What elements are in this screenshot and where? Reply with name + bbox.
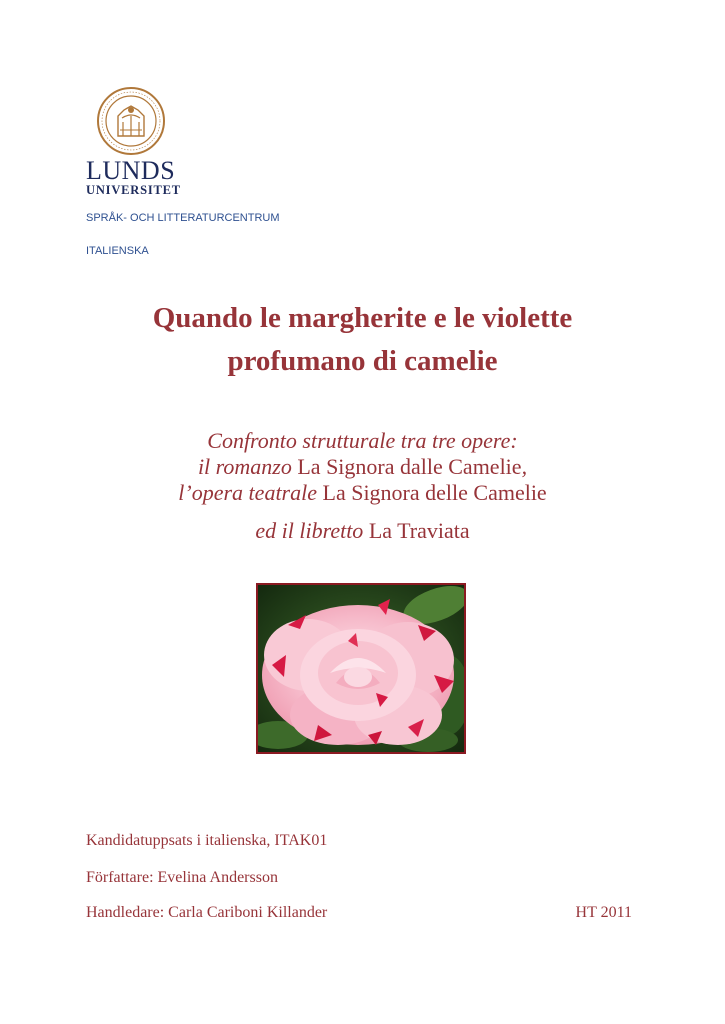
- work-title-libretto: La Traviata: [368, 518, 470, 543]
- work-type-play: l’opera teatrale: [178, 480, 317, 505]
- title-line-2: profumano di camelie: [227, 345, 498, 377]
- subtitle-comma: ,: [521, 454, 528, 479]
- university-logo: [86, 86, 186, 198]
- department-subject: ITALIENSKA: [86, 245, 149, 257]
- subtitle-intro: Confronto strutturale tra tre opere:: [207, 428, 518, 453]
- subtitle-line-3: [0, 480, 725, 506]
- supervisor: Handledare: Carla Cariboni Killander: [86, 904, 328, 921]
- work-type-novel: il romanzo: [197, 454, 292, 479]
- camellia-flower-photo: [256, 583, 466, 754]
- author: Författare: Evelina Andersson: [86, 869, 278, 886]
- subtitle-line-4: [0, 518, 725, 544]
- work-title-play: La Signora delle Camelie: [322, 480, 547, 505]
- subtitle-line-2: [0, 454, 725, 480]
- work-type-libretto: ed il libretto: [255, 518, 364, 543]
- thesis-type: Kandidatuppsats i italienska, ITAK01: [86, 832, 328, 849]
- term: HT 2011: [575, 904, 632, 921]
- subtitle-line-1: [0, 428, 725, 454]
- department-name: SPRÅK- OCH LITTERATURCENTRUM: [86, 212, 280, 224]
- wordmark-universitet: UNIVERSITET: [86, 183, 181, 197]
- university-seal-icon: [96, 86, 166, 156]
- work-title-novel: La Signora dalle Camelie: [297, 454, 522, 479]
- wordmark-lunds: LUNDS: [86, 156, 176, 185]
- title-line-1: Quando le margherite e le violette: [152, 302, 573, 334]
